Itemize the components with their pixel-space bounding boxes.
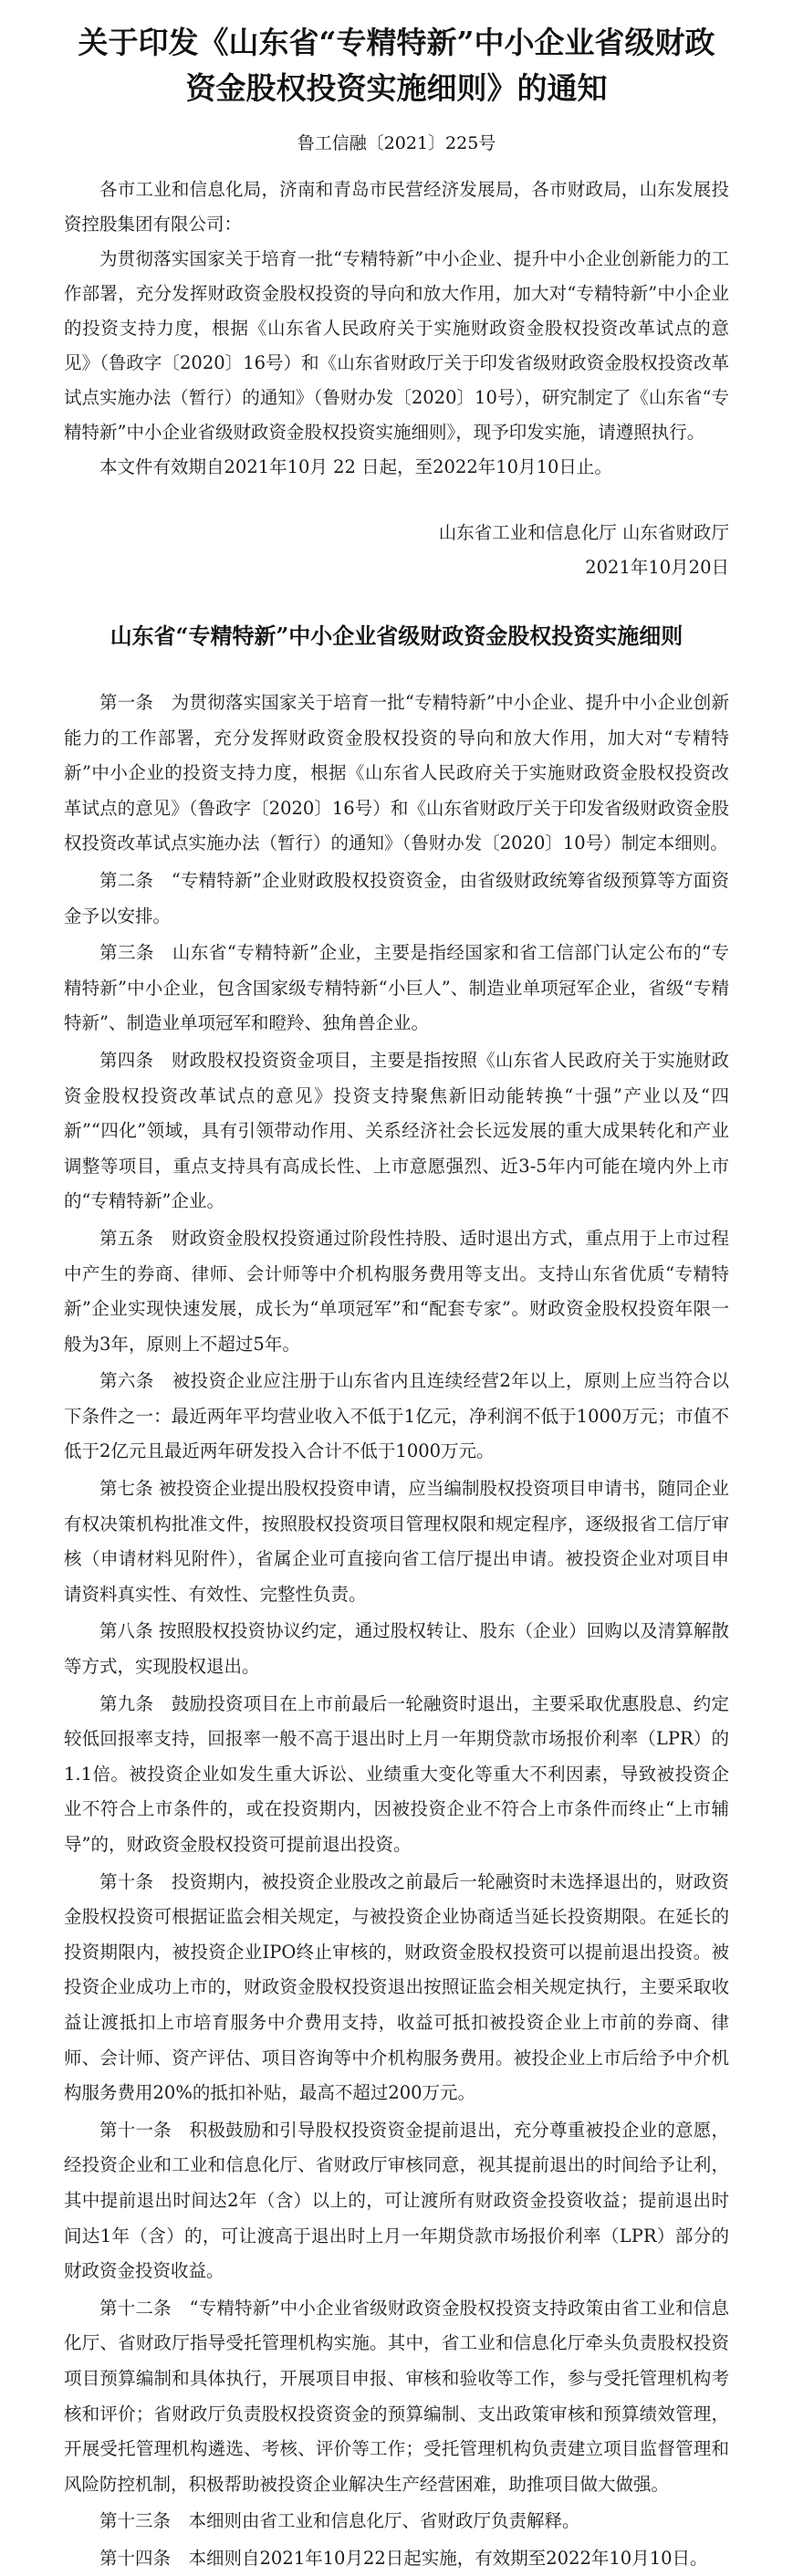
document-page: [0, 20, 793, 2569]
recipients: 各市工业和信息化局，济南和青岛市民营经济发展局，各市财政局，山东发展投资控股集团有限公司：: [64, 179, 729, 235]
notice-title: 关于印发《山东省“专精特新”中小企业省级财政资金股权投资实施细则》的通知: [78, 25, 715, 106]
signing-date: 2021年10月20日: [585, 557, 729, 578]
article-9: 第九条 鼓励投资项目在上市前最后一轮融资时退出，主要采取优惠股息、约定较低回报率支持，回报率一般不高于退出时上月一年期贷款市场报价利率（LPR）的1.1倍。被投资企业如发生重大诉讼、业绩重大变化等重大不利因素，导致被投资企业不符合上市条件的，或在投资期内，因被投资企业不符合上市条件而终止“上市辅导”的，财政资金股权投资可提前退出投资。: [64, 1692, 729, 1855]
rules-articles: [0, 686, 793, 2576]
article-14: 第十四条 本细则自2021年10月22日起实施，有效期至2022年10月10日。: [99, 2547, 708, 2569]
article-11: 第十一条 积极鼓励和引导股权投资资金提前退出，充分尊重被投企业的意愿，经投资企业和工业和信息化厅、省财政厅审核同意，视其提前退出的时间给予让利，其中提前退出时间达2年（含）以上的，可让渡所有财政资金投资收益；提前退出时间达1年（含）的，可让渡高于退出时上月一年期贷款市场报价利率（LPR）部分的财政资金投资收益。: [64, 2119, 729, 2282]
document-number: 鲁工信融〔2021〕225号: [297, 133, 496, 153]
article-7: 第七条 被投资企业提出股权投资申请，应当编制股权投资项目申请书，随同企业有权决策机构批准文件，按照股权投资项目管理权限和规定程序，逐级报省工信厅审核（申请材料见附件），省属企业可直接向省工信厅提出申请。被投资企业对项目申请资料真实性、有效性、完整性负责。: [64, 1478, 729, 1605]
signatories: 山东省工业和信息化厅 山东省财政厅: [438, 522, 729, 543]
article-6: 第六条 被投资企业应注册于山东省内且连续经营2年以上，原则上应当符合以下条件之一：最近两年平均营业收入不低于1亿元，净利润不低于1000万元；市值不低于2亿元且最近两年研发投入合计不低于1000万元。: [64, 1370, 729, 1462]
article-1: 第一条 为贯彻落实国家关于培育一批“专精特新”中小企业、提升中小企业创新能力的工作部署，充分发挥财政资金股权投资的导向和放大作用，加大对“专精特新”中小企业的投资支持力度，根据《山东省人民政府关于实施财政资金股权投资改革试点的意见》（鲁政字〔2020〕16号）和《山东省财政厅关于印发省级财政资金股权投资改革试点实施办法（暂行）的通知》（鲁财办发〔2020〕10号）制定本细则。: [64, 692, 729, 854]
article-5: 第五条 财政资金股权投资通过阶段性持股、适时退出方式，重点用于上市过程中产生的券商、律师、会计师等中介机构服务费用等支出。支持山东省优质“专精特新”企业实现快速发展，成长为“单项冠军”和“配套专家”。财政资金股权投资年限一般为3年，原则上不超过5年。: [64, 1227, 729, 1355]
article-13: 第十三条 本细则由省工业和信息化厅、省财政厅负责解释。: [99, 2510, 580, 2532]
article-4: 第四条 财政股权投资资金项目，主要是指按照《山东省人民政府关于实施财政资金股权投资改革试点的意见》投资支持聚焦新旧动能转换“十强”产业以及“四新”“四化”领域，具有引领带动作用、关系经济社会长远发展的重大成果转化和产业调整等项目，重点支持具有高成长性、上市意愿强烈、近3-5年内可能在境内外上市的“专精特新”企业。: [64, 1049, 729, 1212]
notice-body: 为贯彻落实国家关于培育一批“专精特新”中小企业、提升中小企业创新能力的工作部署，充分发挥财政资金股权投资的导向和放大作用，加大对“专精特新”中小企业的投资支持力度，根据《山东省人民政府关于实施财政资金股权投资改革试点的意见》（鲁政字〔2020〕16号）和《山东省财政厅关于印发省级财政资金股权投资改革试点实施办法（暂行）的通知》（鲁财办发〔2020〕10号），研究制定了《山东省“专精特新”中小企业省级财政资金股权投资实施细则》，现予印发实施，请遵照执行。: [64, 248, 729, 443]
article-12: 第十二条 “专精特新”中小企业省级财政资金股权投资支持政策由省工业和信息化厅、省财政厅指导受托管理机构实施。其中，省工业和信息化厅牵头负责股权投资项目预算编制和具体执行，开展项目申报、审核和验收等工作，参与受托管理机构考核和评价；省财政厅负责股权投资资金的预算编制、支出政策审核和预算绩效管理，开展受托管理机构遴选、考核、评价等工作；受托管理机构负责建立项目监督管理和风险防控机制，积极帮助被投资企业解决生产经营困难，助推项目做大做强。: [64, 2297, 729, 2495]
article-3: 第三条 山东省“专精特新”企业，主要是指经国家和省工信部门认定公布的“专精特新”中小企业，包含国家级专精特新“小巨人”、制造业单项冠军企业，省级“专精特新”、制造业单项冠军和瞪羚、独角兽企业。: [64, 942, 729, 1034]
article-10: 第十条 投资期内，被投资企业股改之前最后一轮融资时未选择退出的，财政资金股权投资可根据证监会相关规定，与被投资企业协商适当延长投资期限。在延长的投资期限内，被投资企业IPO终止审核的，财政资金股权投资可以提前退出投资。被投资企业成功上市的，财政资金股权投资退出按照证监会相关规定执行，主要采取收益让渡抵扣上市培育服务中介费用支持，收益可抵扣被投资企业上市前的券商、律师、会计师、资产评估、项目咨询等中介机构服务费用。被投企业上市后给予中介机构服务费用20%的抵扣补贴，最高不超过200万元。: [64, 1870, 729, 2104]
article-2: 第二条 “专精特新”企业财政股权投资资金，由省级财政统筹省级预算等方面资金予以安排。: [64, 869, 729, 927]
rules-title: 山东省“专精特新”中小企业省级财政资金股权投资实施细则: [110, 623, 683, 649]
validity-statement: 本文件有效期自2021年10月 22 日起，至2022年10月10日止。: [99, 456, 612, 477]
article-8: 第八条 按照股权投资协议约定，通过股权转让、股东（企业）回购以及清算解散等方式，实现股权退出。: [64, 1620, 729, 1678]
